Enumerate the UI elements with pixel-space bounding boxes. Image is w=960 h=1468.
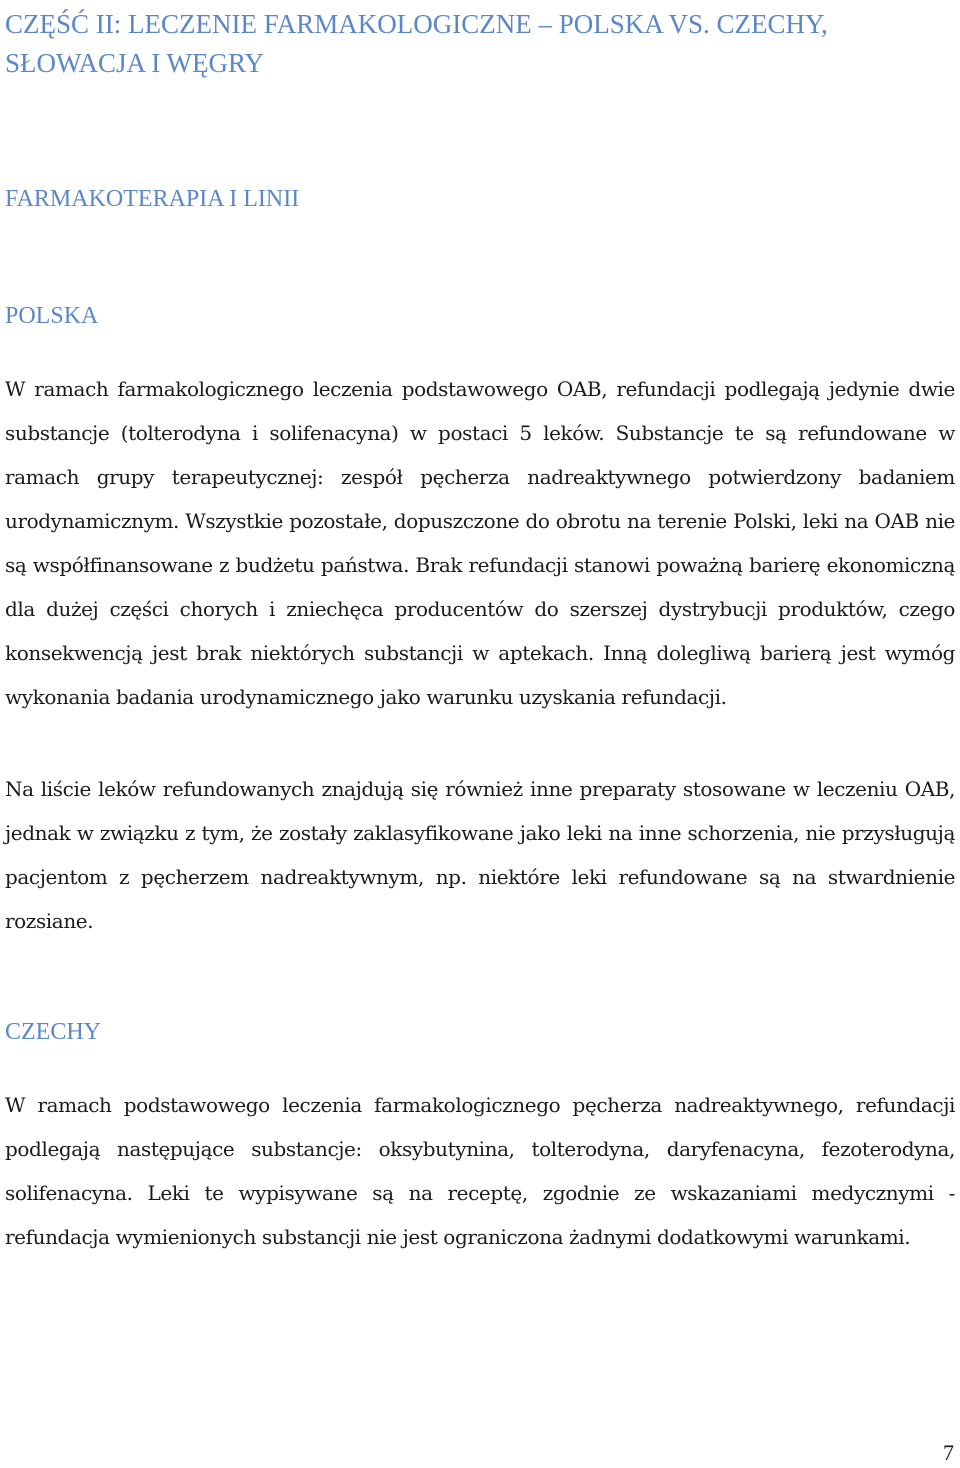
- part-title: CZĘŚĆ II: LECZENIE FARMAKOLOGICZNE – POLSKA VS. CZECHY, SŁOWACJA I WĘGRY: [5, 9, 828, 78]
- paragraph-czechy-1: W ramach podstawowego leczenia farmakologicznego pęcherza nadreaktywnego, refundacji podlegają następujące substancje: oksybutynina, tolterodyna, daryfenacyna, fezoterodyna, solifenacyna. Leki te wypisywane są na receptę, zgodnie ze wskazaniami medycznymi - refundacja wymienionych substancji nie jest ograniczona żadnymi dodatkowymi warunkami.: [5, 1093, 955, 1249]
- section-title: FARMAKOTERAPIA I LINII: [5, 186, 300, 212]
- paragraph-polska-1: W ramach farmakologicznego leczenia podstawowego OAB, refundacji podlegają jedynie dwie substancje (tolterodyna i solifenacyna) w postaci 5 leków. Substancje te są refundowane w ramach grupy terapeutycznej: zespół pęcherza nadreaktywnego potwierdzony badaniem urodynamicznym. Wszystkie pozostałe, dopuszczone do obrotu na terenie Polski, leki na OAB nie są współfinansowane z budżetu państwa. Brak refundacji stanowi poważną barierę ekonomiczną dla dużej części chorych i zniechęca producentów do szerszej dystrybucji produktów, czego konsekwencją jest brak niektórych substancji w aptekach. Inną dolegliwą barierą jest wymóg wykonania badania urodynamicznego jako warunku uzyskania refundacji.: [5, 377, 955, 709]
- subsection-title-polska: POLSKA: [5, 303, 99, 329]
- paragraph-polska-2: Na liście leków refundowanych znajdują się również inne preparaty stosowane w leczeniu OAB, jednak w związku z tym, że zostały zaklasyfikowane jako leki na inne schorzenia, nie przysługują pacjentom z pęcherzem nadreaktywnym, np. niektóre leki refundowane są na stwardnienie rozsiane.: [5, 777, 955, 933]
- subsection-title-czechy: CZECHY: [5, 1019, 101, 1045]
- page-number: 7: [943, 1440, 954, 1465]
